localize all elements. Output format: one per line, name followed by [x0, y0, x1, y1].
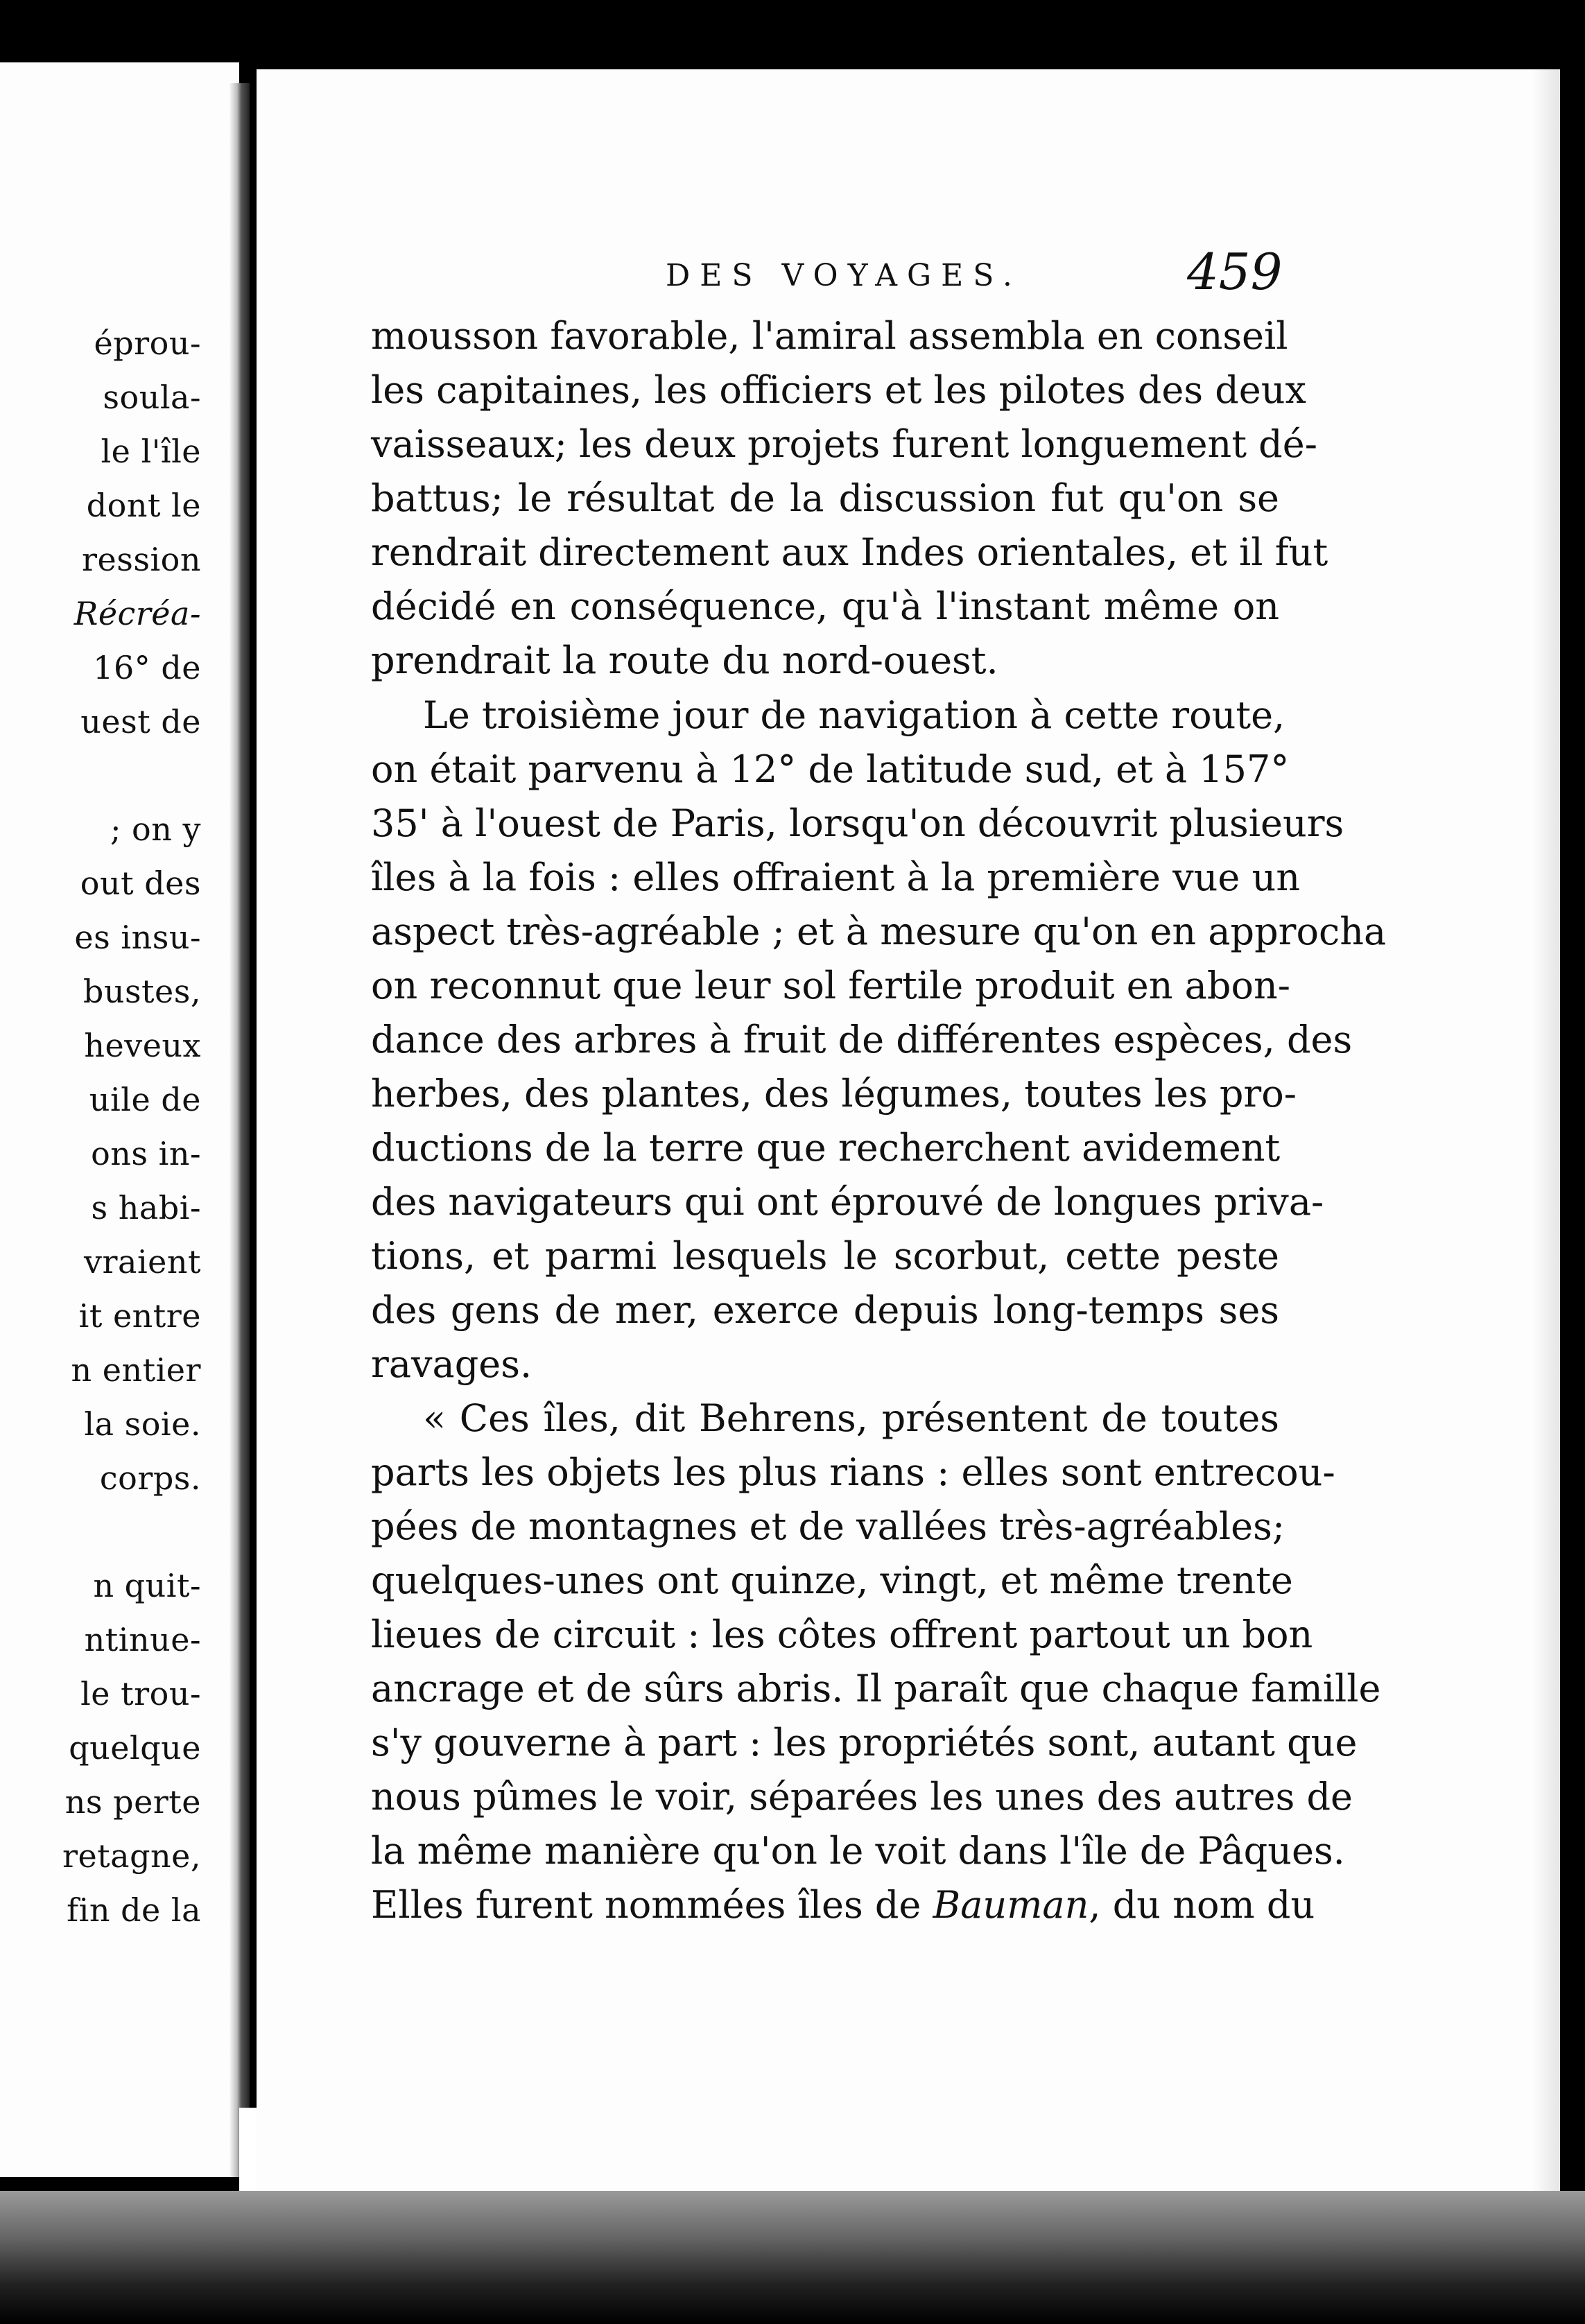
page-number: 459 [1187, 243, 1283, 301]
running-head: DES VOYAGES. [666, 258, 1022, 293]
body-text-line: dance des arbres à fruit de différentes espèces, des [371, 1018, 1353, 1061]
body-text-line: vaisseaux; les deux projets furent longuement dé- [371, 422, 1317, 466]
body-text-line: décidé en conséquence, qu'à l'instant même on [371, 584, 1279, 628]
left-page-line: corps. [99, 1459, 201, 1497]
body-text-line: aspect très-agréable ; et à mesure qu'on en approcha [371, 910, 1387, 953]
body-text-line: quelques-unes ont quinze, vingt, et même trente [371, 1559, 1293, 1602]
left-page-line: uile de [89, 1081, 201, 1118]
body-text-line: « Ces îles, dit Behrens, présentent de toutes [423, 1396, 1279, 1440]
body-text-line: herbes, des plantes, des légumes, toutes les pro- [371, 1072, 1297, 1116]
body-text-line: ductions de la terre que recherchent avidement [371, 1126, 1281, 1170]
left-page-line: ; on y [110, 810, 201, 848]
left-page-line: 16° de [93, 649, 201, 686]
left-page-line: es insu- [74, 919, 201, 956]
body-text-line: battus; le résultat de la discussion fut qu'on se [371, 476, 1279, 520]
body-text-line: prendrait la route du nord-ouest. [371, 639, 998, 682]
body-text-line: pées de montagnes et de vallées très-agréables; [371, 1504, 1285, 1548]
body-text-line: ravages. [371, 1342, 532, 1386]
book-gutter [229, 83, 250, 2177]
left-page-line: quelque [69, 1729, 201, 1767]
body-text-line: lieues de circuit : les côtes offrent partout un bon [371, 1613, 1313, 1656]
left-page-line: la soie. [84, 1405, 201, 1443]
body-text-line: s'y gouverne à part : les propriétés sont, autant que [371, 1721, 1358, 1764]
left-page-line: Récréa- [73, 595, 201, 632]
left-page-line: n entier [71, 1351, 201, 1389]
body-text-segment: , du nom du [1089, 1883, 1315, 1927]
body-text-line: tions, et parmi lesquels le scorbut, cette peste [371, 1234, 1279, 1278]
body-text-segment: Elles furent nommées îles de [371, 1883, 921, 1927]
body-text-line: nous pûmes le voir, séparées les unes des autres de [371, 1775, 1353, 1819]
scan-bottom-edge [0, 2191, 1585, 2324]
body-text-line: rendrait directement aux Indes orientales, et il fut [371, 530, 1328, 574]
left-page-line: n quit- [93, 1567, 201, 1604]
left-page-line: ression [82, 541, 201, 578]
body-text-line: des navigateurs qui ont éprouvé de longues priva- [371, 1180, 1324, 1224]
left-page-line: bustes, [83, 973, 201, 1010]
left-page-line: ns perte [64, 1783, 201, 1821]
left-page-line: heveux [84, 1027, 201, 1064]
body-text-line: on était parvenu à 12° de latitude sud, et à 157° [371, 747, 1290, 791]
left-page-line: fin de la [67, 1891, 201, 1929]
body-text-line: ancrage et de sûrs abris. Il paraît que chaque famille [371, 1667, 1381, 1710]
left-page-line: éprou- [94, 324, 201, 362]
left-page-fragment [0, 62, 239, 2177]
left-page-line: it entre [78, 1297, 201, 1335]
body-text-line: les capitaines, les officiers et les pilotes des deux [371, 368, 1306, 412]
body-text-line: mousson favorable, l'amiral assembla en conseil [371, 314, 1288, 358]
body-text-line: 35' à l'ouest de Paris, lorsqu'on découvrit plusieurs [371, 801, 1344, 845]
left-page-line: uest de [80, 703, 201, 740]
left-page-line: dont le [86, 487, 201, 524]
left-page-line: le trou- [80, 1675, 201, 1712]
left-page-line: ons in- [91, 1135, 201, 1172]
left-page-line: ntinue- [84, 1621, 201, 1658]
left-page-line: s habi- [91, 1189, 201, 1226]
left-page-line: vraient [84, 1243, 201, 1281]
body-text-line-final [371, 1883, 1315, 1927]
body-text-line: îles à la fois : elles offraient à la première vue un [371, 856, 1301, 899]
body-text-line: parts les objets les plus rians : elles sont entrecou- [371, 1450, 1335, 1494]
left-page-line: le l'île [101, 433, 201, 470]
body-text-line: Le troisième jour de navigation à cette route, [423, 693, 1285, 737]
left-page-line: soula- [103, 379, 201, 416]
left-page-line: retagne, [62, 1837, 201, 1875]
left-page-line: out des [80, 865, 201, 902]
body-text-line: la même manière qu'on le voit dans l'île de Pâques. [371, 1829, 1345, 1873]
body-text-line: on reconnut que leur sol fertile produit en abon- [371, 964, 1290, 1007]
body-text-italic-name: Bauman [933, 1883, 1089, 1927]
body-text-line: des gens de mer, exerce depuis long-temps ses [371, 1288, 1279, 1332]
